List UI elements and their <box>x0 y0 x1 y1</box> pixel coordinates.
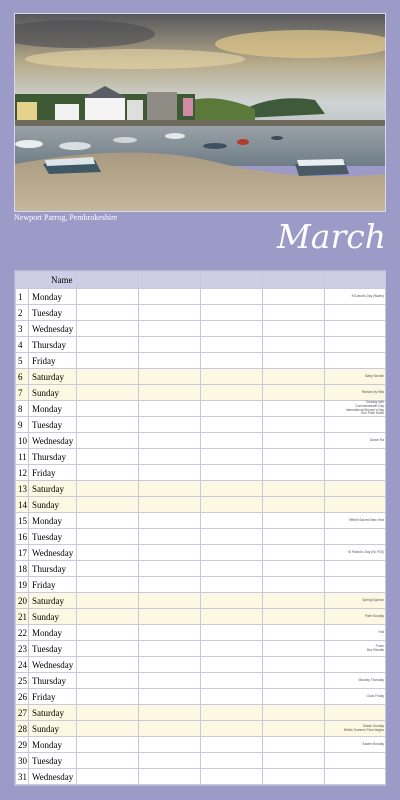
entry-cell[interactable] <box>77 401 139 417</box>
day-name: Tuesday <box>29 417 77 433</box>
entry-cell[interactable] <box>201 497 263 513</box>
day-row <box>16 657 386 673</box>
day-number: 23 <box>16 641 29 657</box>
entry-cell[interactable] <box>77 641 139 657</box>
entry-cell[interactable] <box>263 417 325 433</box>
entry-cell[interactable] <box>201 449 263 465</box>
day-row <box>16 545 386 561</box>
day-row <box>16 321 386 337</box>
entry-cell[interactable] <box>263 513 325 529</box>
day-name: Wednesday <box>29 657 77 673</box>
day-row <box>16 673 386 689</box>
entry-cell[interactable] <box>139 465 201 481</box>
entry-cell[interactable] <box>139 609 201 625</box>
day-name: Thursday <box>29 337 77 353</box>
entry-cell[interactable] <box>139 401 201 417</box>
entry-cell[interactable] <box>139 385 201 401</box>
day-note[interactable] <box>325 337 386 353</box>
entry-cell[interactable] <box>139 289 201 305</box>
day-note[interactable]: Good Friday <box>325 689 386 705</box>
day-name: Sunday <box>29 497 77 513</box>
entry-cell[interactable] <box>201 593 263 609</box>
entry-cell[interactable] <box>263 561 325 577</box>
day-name: Saturday <box>29 593 77 609</box>
day-row <box>16 433 386 449</box>
entry-cell[interactable] <box>77 625 139 641</box>
entry-cell[interactable] <box>201 417 263 433</box>
day-number: 27 <box>16 705 29 721</box>
day-note[interactable] <box>325 529 386 545</box>
day-name: Friday <box>29 577 77 593</box>
entry-cell[interactable] <box>77 529 139 545</box>
entry-cell[interactable] <box>201 673 263 689</box>
day-row <box>16 609 386 625</box>
day-note[interactable]: Baby Sinclair <box>325 369 386 385</box>
day-name: Monday <box>29 625 77 641</box>
entry-cell[interactable] <box>263 545 325 561</box>
entry-cell[interactable] <box>201 513 263 529</box>
entry-cell[interactable] <box>139 481 201 497</box>
day-number: 14 <box>16 497 29 513</box>
day-name: Friday <box>29 353 77 369</box>
entry-cell[interactable] <box>263 737 325 753</box>
entry-cell[interactable] <box>201 561 263 577</box>
person-column-1[interactable] <box>77 272 139 289</box>
entry-cell[interactable] <box>139 753 201 769</box>
day-row <box>16 305 386 321</box>
entry-cell[interactable] <box>263 625 325 641</box>
day-row <box>16 337 386 353</box>
entry-cell[interactable] <box>77 561 139 577</box>
entry-cell[interactable] <box>77 449 139 465</box>
entry-cell[interactable] <box>263 305 325 321</box>
day-row <box>16 721 386 737</box>
entry-cell[interactable] <box>139 593 201 609</box>
day-name: Saturday <box>29 481 77 497</box>
photo-caption: Newport Parrog, Pembrokeshire <box>14 213 118 222</box>
day-row <box>16 561 386 577</box>
day-row <box>16 513 386 529</box>
day-row <box>16 449 386 465</box>
entry-cell[interactable] <box>139 769 201 785</box>
day-note[interactable] <box>325 449 386 465</box>
entry-cell[interactable] <box>77 465 139 481</box>
entry-cell[interactable] <box>139 737 201 753</box>
entry-cell[interactable] <box>263 609 325 625</box>
day-note[interactable]: Tuesday with Commonwealth Day International Women's Day Box Price Holes <box>325 401 386 417</box>
entry-cell[interactable] <box>77 369 139 385</box>
entry-cell[interactable] <box>139 529 201 545</box>
day-number: 1 <box>16 289 29 305</box>
day-row <box>16 625 386 641</box>
day-number: 25 <box>16 673 29 689</box>
entry-cell[interactable] <box>201 577 263 593</box>
day-note[interactable]: Easter Monday <box>325 737 386 753</box>
entry-cell[interactable] <box>77 337 139 353</box>
entry-cell[interactable] <box>263 673 325 689</box>
planner-grid <box>14 270 386 786</box>
entry-cell[interactable] <box>139 561 201 577</box>
day-row <box>16 769 386 785</box>
day-note[interactable] <box>325 577 386 593</box>
day-note[interactable] <box>325 769 386 785</box>
day-number: 16 <box>16 529 29 545</box>
entry-cell[interactable] <box>77 673 139 689</box>
day-note[interactable] <box>325 465 386 481</box>
landscape-photo <box>14 13 386 212</box>
day-row <box>16 689 386 705</box>
entry-cell[interactable] <box>201 689 263 705</box>
entry-cell[interactable] <box>263 449 325 465</box>
entry-cell[interactable] <box>77 321 139 337</box>
day-note[interactable]: Holi <box>325 625 386 641</box>
entry-cell[interactable] <box>263 529 325 545</box>
day-name: Thursday <box>29 673 77 689</box>
entry-cell[interactable] <box>139 305 201 321</box>
entry-cell[interactable] <box>77 545 139 561</box>
day-number: 31 <box>16 769 29 785</box>
entry-cell[interactable] <box>201 369 263 385</box>
day-name: Tuesday <box>29 305 77 321</box>
planner-table <box>15 271 386 785</box>
day-name: Sunday <box>29 385 77 401</box>
entry-cell[interactable] <box>263 593 325 609</box>
entry-cell[interactable] <box>263 577 325 593</box>
entry-cell[interactable] <box>201 289 263 305</box>
day-number: 28 <box>16 721 29 737</box>
day-row <box>16 465 386 481</box>
entry-cell[interactable] <box>201 305 263 321</box>
entry-cell[interactable] <box>139 513 201 529</box>
day-note[interactable]: Maundy Thursday <box>325 673 386 689</box>
day-name: Wednesday <box>29 433 77 449</box>
entry-cell[interactable] <box>201 641 263 657</box>
day-note[interactable] <box>325 657 386 673</box>
entry-cell[interactable] <box>77 689 139 705</box>
day-note[interactable] <box>325 321 386 337</box>
person-column-2[interactable] <box>139 272 201 289</box>
day-name: Wednesday <box>29 321 77 337</box>
day-number: 13 <box>16 481 29 497</box>
day-number: 11 <box>16 449 29 465</box>
day-number: 29 <box>16 737 29 753</box>
entry-cell[interactable] <box>263 769 325 785</box>
entry-cell[interactable] <box>201 657 263 673</box>
entry-cell[interactable] <box>263 689 325 705</box>
day-name: Wednesday <box>29 769 77 785</box>
day-number: 6 <box>16 369 29 385</box>
entry-cell[interactable] <box>77 609 139 625</box>
entry-cell[interactable] <box>201 385 263 401</box>
day-number: 26 <box>16 689 29 705</box>
entry-cell[interactable] <box>139 721 201 737</box>
entry-cell[interactable] <box>263 705 325 721</box>
day-name: Saturday <box>29 369 77 385</box>
entry-cell[interactable] <box>139 321 201 337</box>
entry-cell[interactable] <box>77 593 139 609</box>
day-note[interactable]: Richard by Hills <box>325 385 386 401</box>
day-number: 2 <box>16 305 29 321</box>
day-note[interactable] <box>325 353 386 369</box>
entry-cell[interactable] <box>77 305 139 321</box>
day-row <box>16 705 386 721</box>
entry-cell[interactable] <box>263 385 325 401</box>
day-note[interactable]: Dance Ra <box>325 433 386 449</box>
day-note[interactable] <box>325 305 386 321</box>
day-name: Thursday <box>29 561 77 577</box>
entry-cell[interactable] <box>201 625 263 641</box>
day-name: Wednesday <box>29 545 77 561</box>
day-row <box>16 385 386 401</box>
day-row <box>16 481 386 497</box>
entry-cell[interactable] <box>201 321 263 337</box>
day-note[interactable]: Easter Sunday British Summer Time begins <box>325 721 386 737</box>
day-note[interactable] <box>325 417 386 433</box>
entry-cell[interactable] <box>201 433 263 449</box>
entry-cell[interactable] <box>139 449 201 465</box>
entry-cell[interactable] <box>139 497 201 513</box>
entry-cell[interactable] <box>139 433 201 449</box>
entry-cell[interactable] <box>263 369 325 385</box>
day-row <box>16 577 386 593</box>
day-row <box>16 289 386 305</box>
day-name: Thursday <box>29 449 77 465</box>
day-name: Friday <box>29 689 77 705</box>
entry-cell[interactable] <box>139 353 201 369</box>
entry-cell[interactable] <box>77 737 139 753</box>
entry-cell[interactable] <box>201 481 263 497</box>
entry-cell[interactable] <box>201 769 263 785</box>
entry-cell[interactable] <box>139 657 201 673</box>
day-row <box>16 737 386 753</box>
day-name: Friday <box>29 465 77 481</box>
entry-cell[interactable] <box>139 673 201 689</box>
day-number: 12 <box>16 465 29 481</box>
day-name: Monday <box>29 289 77 305</box>
entry-cell[interactable] <box>263 401 325 417</box>
harbour-illustration <box>15 14 385 211</box>
entry-cell[interactable] <box>201 737 263 753</box>
entry-cell[interactable] <box>263 353 325 369</box>
day-note[interactable] <box>325 497 386 513</box>
day-note[interactable] <box>325 561 386 577</box>
entry-cell[interactable] <box>77 353 139 369</box>
day-row <box>16 641 386 657</box>
day-number: 3 <box>16 321 29 337</box>
entry-cell[interactable] <box>77 417 139 433</box>
day-number: 5 <box>16 353 29 369</box>
day-note[interactable]: Palm Sunday <box>325 609 386 625</box>
entry-cell[interactable] <box>263 433 325 449</box>
day-number: 19 <box>16 577 29 593</box>
name-header: Name <box>16 272 77 289</box>
person-column-4[interactable] <box>263 272 325 289</box>
entry-cell[interactable] <box>77 721 139 737</box>
day-name: Tuesday <box>29 641 77 657</box>
day-number: 9 <box>16 417 29 433</box>
entry-cell[interactable] <box>139 705 201 721</box>
day-note[interactable]: Fiftieth Sacred New Year <box>325 513 386 529</box>
entry-cell[interactable] <box>263 721 325 737</box>
entry-cell[interactable] <box>263 465 325 481</box>
day-number: 4 <box>16 337 29 353</box>
entry-cell[interactable] <box>77 481 139 497</box>
day-number: 18 <box>16 561 29 577</box>
entry-cell[interactable] <box>201 705 263 721</box>
day-note[interactable] <box>325 753 386 769</box>
day-row <box>16 417 386 433</box>
entry-cell[interactable] <box>201 609 263 625</box>
day-name: Monday <box>29 513 77 529</box>
day-row <box>16 593 386 609</box>
day-number: 10 <box>16 433 29 449</box>
day-row <box>16 401 386 417</box>
entry-cell[interactable] <box>139 641 201 657</box>
entry-cell[interactable] <box>263 289 325 305</box>
day-name: Tuesday <box>29 753 77 769</box>
entry-cell[interactable] <box>77 289 139 305</box>
entry-cell[interactable] <box>139 689 201 705</box>
header-row <box>16 272 386 289</box>
entry-cell[interactable] <box>201 753 263 769</box>
day-name: Saturday <box>29 705 77 721</box>
entry-cell[interactable] <box>77 657 139 673</box>
entry-cell[interactable] <box>139 545 201 561</box>
entry-cell[interactable] <box>139 369 201 385</box>
day-note[interactable]: St David's Day (Wales) <box>325 289 386 305</box>
day-name: Tuesday <box>29 529 77 545</box>
entry-cell[interactable] <box>201 353 263 369</box>
entry-cell[interactable] <box>139 577 201 593</box>
person-column-5[interactable] <box>325 272 386 289</box>
day-row <box>16 497 386 513</box>
entry-cell[interactable] <box>201 465 263 481</box>
day-row <box>16 529 386 545</box>
entry-cell[interactable] <box>263 657 325 673</box>
entry-cell[interactable] <box>77 433 139 449</box>
entry-cell[interactable] <box>77 753 139 769</box>
entry-cell[interactable] <box>263 641 325 657</box>
day-note[interactable]: Purim Box Results <box>325 641 386 657</box>
entry-cell[interactable] <box>77 577 139 593</box>
day-row <box>16 353 386 369</box>
day-note[interactable] <box>325 481 386 497</box>
entry-cell[interactable] <box>263 321 325 337</box>
day-number: 30 <box>16 753 29 769</box>
entry-cell[interactable] <box>263 481 325 497</box>
day-name: Sunday <box>29 721 77 737</box>
day-number: 20 <box>16 593 29 609</box>
entry-cell[interactable] <box>139 625 201 641</box>
entry-cell[interactable] <box>139 417 201 433</box>
entry-cell[interactable] <box>201 337 263 353</box>
entry-cell[interactable] <box>77 385 139 401</box>
day-note[interactable]: St Patrick's Day (NI, ROI) <box>325 545 386 561</box>
day-number: 22 <box>16 625 29 641</box>
entry-cell[interactable] <box>201 529 263 545</box>
day-note[interactable] <box>325 705 386 721</box>
entry-cell[interactable] <box>263 337 325 353</box>
month-title: March <box>277 217 386 256</box>
day-row <box>16 369 386 385</box>
day-number: 8 <box>16 401 29 417</box>
entry-cell[interactable] <box>201 721 263 737</box>
entry-cell[interactable] <box>77 769 139 785</box>
day-number: 17 <box>16 545 29 561</box>
day-number: 7 <box>16 385 29 401</box>
entry-cell[interactable] <box>139 337 201 353</box>
day-number: 15 <box>16 513 29 529</box>
day-row <box>16 753 386 769</box>
entry-cell[interactable] <box>77 705 139 721</box>
entry-cell[interactable] <box>77 513 139 529</box>
day-name: Monday <box>29 401 77 417</box>
person-column-3[interactable] <box>201 272 263 289</box>
entry-cell[interactable] <box>201 401 263 417</box>
entry-cell[interactable] <box>263 753 325 769</box>
day-name: Sunday <box>29 609 77 625</box>
entry-cell[interactable] <box>263 497 325 513</box>
entry-cell[interactable] <box>201 545 263 561</box>
entry-cell[interactable] <box>77 497 139 513</box>
day-note[interactable]: Spring Equinox <box>325 593 386 609</box>
day-number: 21 <box>16 609 29 625</box>
day-name: Monday <box>29 737 77 753</box>
day-number: 24 <box>16 657 29 673</box>
